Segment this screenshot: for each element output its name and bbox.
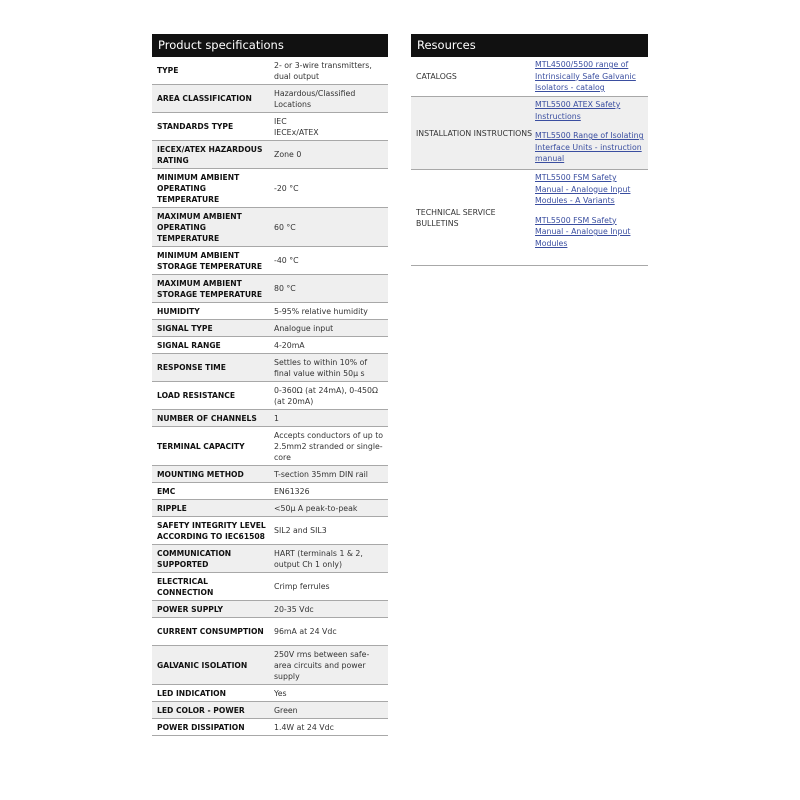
spec-row xyxy=(152,466,388,483)
spec-label: CURRENT CONSUMPTION xyxy=(157,627,264,636)
spec-row xyxy=(152,545,388,573)
spec-row xyxy=(152,303,388,320)
spec-row xyxy=(152,702,388,719)
specs-title: Product specifications xyxy=(152,34,388,57)
spec-label: ELECTRICAL CONNECTION xyxy=(157,576,214,597)
spec-label: AREA CLASSIFICATION xyxy=(157,94,252,103)
spec-label: NUMBER OF CHANNELS xyxy=(157,413,257,423)
spec-value: 20-35 Vdc xyxy=(274,604,314,614)
spec-label: MINIMUM AMBIENT OPERATING TEMPERATURE xyxy=(157,172,240,204)
resource-row xyxy=(411,57,648,97)
resource-link[interactable]: MTL5500 FSM Safety Manual - Analogue Input Modules xyxy=(535,215,631,248)
spec-value: Analogue input xyxy=(274,323,334,333)
spec-label: STANDARDS TYPE xyxy=(157,122,234,131)
product-specifications-panel xyxy=(152,34,388,736)
spec-value: 60 °C xyxy=(274,222,296,232)
spec-value: Hazardous/Classified Locations xyxy=(274,88,356,109)
spec-value: EN61326 xyxy=(274,486,310,496)
spec-label: MINIMUM AMBIENT STORAGE TEMPERATURE xyxy=(157,250,263,271)
spec-row xyxy=(152,208,388,247)
spec-label: LED INDICATION xyxy=(157,688,226,698)
spec-label: HUMIDITY xyxy=(157,306,200,316)
spec-value: 2- or 3-wire transmitters, dual output xyxy=(274,60,372,81)
spec-row xyxy=(152,618,388,646)
spec-row xyxy=(152,719,388,736)
spec-label: SIGNAL RANGE xyxy=(157,340,221,350)
resource-links xyxy=(535,97,648,169)
spec-label: POWER SUPPLY xyxy=(157,604,223,614)
spec-label: RIPPLE xyxy=(157,503,187,513)
spec-row xyxy=(152,320,388,337)
spec-row xyxy=(152,85,388,113)
spec-value: Settles to within 10% of final value within 50μ s xyxy=(274,357,368,378)
spec-value: IEC IECEx/ATEX xyxy=(274,116,319,137)
spec-row xyxy=(152,169,388,208)
spec-label: GALVANIC ISOLATION xyxy=(157,660,248,670)
resource-link[interactable]: MTL5500 ATEX Safety Instructions xyxy=(535,100,621,121)
spec-label: COMMUNICATION SUPPORTED xyxy=(157,548,232,569)
spec-value: 0-360Ω (at 24mA), 0-450Ω (at 20mA) xyxy=(274,385,378,406)
resources-title: Resources xyxy=(411,34,648,57)
resource-link[interactable]: MTL5500 FSM Safety Manual - Analogue Input Modules - A Variants xyxy=(535,173,631,205)
spec-value: Yes xyxy=(274,688,287,698)
spec-label: RESPONSE TIME xyxy=(157,363,226,372)
resources-panel xyxy=(411,34,648,266)
spec-row xyxy=(152,410,388,427)
spec-label: POWER DISSIPATION xyxy=(157,722,245,732)
spec-row xyxy=(152,500,388,517)
resource-category: CATALOGS xyxy=(416,72,457,81)
spec-value: 96mA at 24 Vdc xyxy=(274,627,337,636)
spec-label: MAXIMUM AMBIENT STORAGE TEMPERATURE xyxy=(157,278,263,299)
spec-value: 1.4W at 24 Vdc xyxy=(274,722,334,732)
spec-row xyxy=(152,275,388,303)
spec-row xyxy=(152,113,388,141)
resource-row xyxy=(411,97,648,170)
spec-row xyxy=(152,483,388,500)
spec-row xyxy=(152,517,388,545)
spec-value: 80 °C xyxy=(274,284,296,293)
spec-row xyxy=(152,247,388,275)
spec-label: MAXIMUM AMBIENT OPERATING TEMPERATURE xyxy=(157,211,242,243)
resource-link[interactable]: MTL5500 Range of Isolating Interface Units - instruction manual xyxy=(535,131,644,163)
spec-row xyxy=(152,57,388,85)
spec-value: 1 xyxy=(274,413,279,423)
spec-row xyxy=(152,601,388,618)
spec-value: Zone 0 xyxy=(274,150,302,159)
spec-value: 5-95% relative humidity xyxy=(274,306,368,316)
spec-row xyxy=(152,382,388,410)
spec-row xyxy=(152,337,388,354)
resource-category: INSTALLATION INSTRUCTIONS xyxy=(416,128,533,138)
resource-row xyxy=(411,170,648,266)
spec-label: SIGNAL TYPE xyxy=(157,323,213,333)
spec-row xyxy=(152,354,388,382)
spec-label: MOUNTING METHOD xyxy=(157,469,244,479)
spec-value: Green xyxy=(274,705,298,715)
spec-label: SAFETY INTEGRITY LEVEL ACCORDING TO IEC61508 xyxy=(157,520,266,541)
spec-label: LED COLOR - POWER xyxy=(157,705,245,715)
spec-label: TERMINAL CAPACITY xyxy=(157,441,245,451)
spec-value: Accepts conductors of up to 2.5mm2 stranded or single-core xyxy=(274,430,384,462)
spec-row xyxy=(152,685,388,702)
spec-label: IECEX/ATEX HAZARDOUS RATING xyxy=(157,144,263,165)
spec-value: T-section 35mm DIN rail xyxy=(274,469,368,479)
resource-links xyxy=(535,57,648,96)
specs-table xyxy=(152,57,388,736)
spec-value: 250V rms between safe-area circuits and power supply xyxy=(274,649,370,681)
spec-row xyxy=(152,141,388,169)
resource-links xyxy=(535,170,648,265)
spec-value: <50μ A peak-to-peak xyxy=(274,503,358,513)
spec-value: 4-20mA xyxy=(274,340,305,350)
spec-row xyxy=(152,646,388,685)
spec-value: -20 °C xyxy=(274,183,299,193)
spec-label: TYPE xyxy=(157,66,179,75)
spec-row xyxy=(152,427,388,466)
spec-value: Crimp ferrules xyxy=(274,582,330,591)
spec-value: HART (terminals 1 & 2, output Ch 1 only) xyxy=(274,548,363,569)
spec-value: -40 °C xyxy=(274,256,299,265)
resource-category: TECHNICAL SERVICE BULLETINS xyxy=(416,207,496,228)
spec-row xyxy=(152,573,388,601)
spec-value: SIL2 and SIL3 xyxy=(274,526,327,535)
spec-label: EMC xyxy=(157,486,176,496)
spec-label: LOAD RESISTANCE xyxy=(157,391,236,400)
resource-link[interactable]: MTL4500/5500 range of Intrinsically Safe Galvanic Isolators - catalog xyxy=(535,60,636,92)
resources-table xyxy=(411,57,648,266)
